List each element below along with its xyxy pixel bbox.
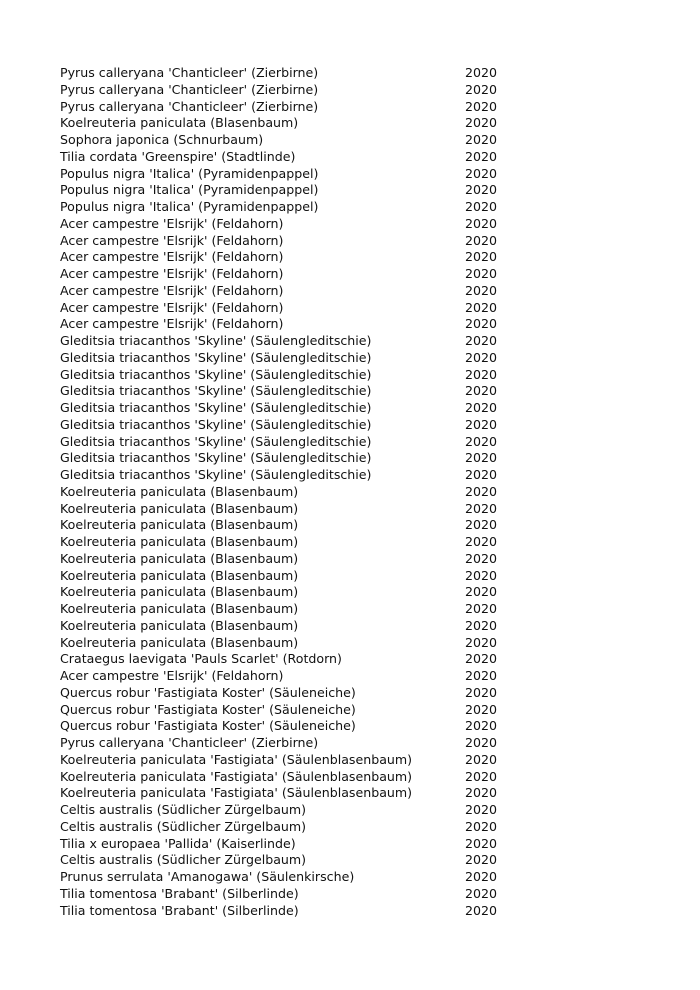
- list-row: [60, 467, 500, 484]
- planting-year: 2020: [465, 98, 498, 114]
- list-row: [60, 819, 500, 836]
- list-row: [60, 316, 500, 333]
- planting-year: 2020: [465, 316, 498, 332]
- planting-year: 2020: [465, 718, 498, 734]
- tree-species-name: Gleditsia triacanthos 'Skyline' (Säulengleditschie): [60, 433, 372, 449]
- tree-species-name: Acer campestre 'Elsrijk' (Feldahorn): [60, 266, 284, 281]
- planting-year: 2020: [465, 115, 498, 131]
- list-row: [60, 383, 500, 400]
- tree-species-name: Koelreuteria paniculata (Blasenbaum): [60, 584, 299, 600]
- list-row: [60, 752, 500, 769]
- list-row: [60, 333, 500, 350]
- tree-species-name: Koelreuteria paniculata (Blasenbaum): [60, 601, 299, 616]
- tree-species-name: Crataegus laevigata 'Pauls Scarlet' (Rotdorn): [60, 651, 342, 667]
- list-row: [60, 166, 500, 183]
- list-row: [60, 802, 500, 819]
- tree-species-name: Acer campestre 'Elsrijk' (Feldahorn): [60, 232, 284, 248]
- planting-year: 2020: [465, 148, 498, 164]
- tree-species-name: Populus nigra 'Italica' (Pyramidenpappel): [60, 199, 319, 214]
- list-row: [60, 836, 500, 853]
- tree-species-name: Sophora japonica (Schnurbaum): [60, 132, 264, 147]
- planting-year: 2020: [465, 852, 498, 868]
- planting-year: 2020: [465, 249, 498, 265]
- list-row: [60, 702, 500, 719]
- planting-year: 2020: [465, 400, 498, 415]
- tree-species-name: Tilia tomentosa 'Brabant' (Silberlinde): [60, 885, 299, 901]
- planting-year: 2020: [465, 299, 498, 315]
- planting-year: 2020: [465, 182, 498, 198]
- tree-species-name: Tilia tomentosa 'Brabant' (Silberlinde): [60, 902, 299, 918]
- tree-species-name: Gleditsia triacanthos 'Skyline' (Säulengleditschie): [60, 467, 372, 482]
- list-row: [60, 450, 500, 467]
- tree-species-name: Tilia x europaea 'Pallida' (Kaiserlinde): [60, 835, 296, 851]
- planting-year: 2020: [465, 617, 498, 633]
- list-row: [60, 501, 500, 518]
- list-row: [60, 65, 500, 82]
- list-row: [60, 249, 500, 266]
- planting-year: 2020: [465, 885, 498, 901]
- tree-species-name: Koelreuteria paniculata (Blasenbaum): [60, 534, 299, 549]
- tree-species-name: Gleditsia triacanthos 'Skyline' (Säulengleditschie): [60, 450, 372, 466]
- tree-species-name: Koelreuteria paniculata 'Fastigiata' (Säulenblasenbaum): [60, 785, 413, 801]
- tree-species-name: Pyrus calleryana 'Chanticleer' (Zierbirne): [60, 735, 319, 750]
- tree-species-name: Celtis australis (Südlicher Zürgelbaum): [60, 802, 307, 817]
- planting-year: 2020: [465, 450, 498, 466]
- planting-year: 2020: [465, 165, 498, 181]
- list-row: [60, 400, 500, 417]
- planting-year: 2020: [465, 517, 498, 533]
- list-row: [60, 99, 500, 116]
- list-row: [60, 685, 500, 702]
- planting-year: 2020: [465, 818, 498, 834]
- planting-year: 2020: [465, 567, 498, 583]
- tree-species-name: Quercus robur 'Fastigiata Koster' (Säuleneiche): [60, 684, 356, 700]
- tree-species-name: Koelreuteria paniculata (Blasenbaum): [60, 617, 299, 633]
- tree-species-name: Koelreuteria paniculata (Blasenbaum): [60, 500, 299, 516]
- planting-year: 2020: [465, 869, 498, 884]
- tree-species-name: Acer campestre 'Elsrijk' (Feldahorn): [60, 282, 284, 298]
- tree-species-name: Acer campestre 'Elsrijk' (Feldahorn): [60, 215, 284, 231]
- list-row: [60, 132, 500, 149]
- tree-species-name: Koelreuteria paniculata (Blasenbaum): [60, 517, 299, 533]
- list-row: [60, 182, 500, 199]
- list-row: [60, 216, 500, 233]
- list-row: [60, 903, 500, 920]
- tree-species-name: Celtis australis (Südlicher Zürgelbaum): [60, 818, 307, 834]
- list-row: [60, 300, 500, 317]
- planting-year: 2020: [465, 416, 498, 432]
- list-row: [60, 869, 500, 886]
- list-row: [60, 651, 500, 668]
- tree-species-name: Quercus robur 'Fastigiata Koster' (Säuleneiche): [60, 718, 356, 734]
- tree-species-name: Acer campestre 'Elsrijk' (Feldahorn): [60, 249, 284, 265]
- tree-species-name: Pyrus calleryana 'Chanticleer' (Zierbirne): [60, 98, 319, 114]
- planting-year: 2020: [465, 668, 498, 683]
- tree-species-name: Koelreuteria paniculata (Blasenbaum): [60, 483, 299, 499]
- planting-year: 2020: [465, 483, 498, 499]
- list-row: [60, 735, 500, 752]
- planting-year: 2020: [465, 282, 498, 298]
- planting-year: 2020: [465, 215, 498, 231]
- list-row: [60, 718, 500, 735]
- tree-species-name: Gleditsia triacanthos 'Skyline' (Säulengleditschie): [60, 400, 372, 415]
- list-row: [60, 367, 500, 384]
- list-row: [60, 350, 500, 367]
- tree-species-name: Koelreuteria paniculata (Blasenbaum): [60, 634, 299, 650]
- planting-year: 2020: [465, 835, 498, 851]
- tree-species-name: Gleditsia triacanthos 'Skyline' (Säulengleditschie): [60, 333, 372, 348]
- planting-year: 2020: [465, 684, 498, 700]
- tree-species-name: Koelreuteria paniculata 'Fastigiata' (Säulenblasenbaum): [60, 751, 413, 767]
- tree-species-name: Gleditsia triacanthos 'Skyline' (Säulengleditschie): [60, 349, 372, 365]
- tree-list: [60, 65, 500, 919]
- planting-year: 2020: [465, 584, 498, 600]
- list-row: [60, 635, 500, 652]
- tree-species-name: Populus nigra 'Italica' (Pyramidenpappel): [60, 182, 319, 198]
- list-row: [60, 618, 500, 635]
- planting-year: 2020: [465, 768, 498, 784]
- tree-species-name: Quercus robur 'Fastigiata Koster' (Säuleneiche): [60, 701, 356, 717]
- planting-year: 2020: [465, 433, 498, 449]
- list-row: [60, 434, 500, 451]
- tree-species-name: Acer campestre 'Elsrijk' (Feldahorn): [60, 316, 284, 332]
- planting-year: 2020: [465, 266, 498, 281]
- tree-species-name: Gleditsia triacanthos 'Skyline' (Säulengleditschie): [60, 383, 372, 399]
- tree-species-name: Pyrus calleryana 'Chanticleer' (Zierbirne): [60, 81, 319, 97]
- list-row: [60, 534, 500, 551]
- list-row: [60, 568, 500, 585]
- planting-year: 2020: [465, 651, 498, 667]
- tree-species-name: Koelreuteria paniculata (Blasenbaum): [60, 115, 299, 131]
- list-row: [60, 769, 500, 786]
- tree-species-name: Tilia cordata 'Greenspire' (Stadtlinde): [60, 148, 296, 164]
- list-row: [60, 668, 500, 685]
- planting-year: 2020: [465, 902, 498, 918]
- tree-species-name: Celtis australis (Südlicher Zürgelbaum): [60, 852, 307, 868]
- planting-year: 2020: [465, 81, 498, 97]
- planting-year: 2020: [465, 199, 498, 214]
- list-row: [60, 852, 500, 869]
- list-row: [60, 517, 500, 534]
- planting-year: 2020: [465, 467, 498, 482]
- planting-year: 2020: [465, 232, 498, 248]
- planting-year: 2020: [465, 634, 498, 650]
- planting-year: 2020: [465, 383, 498, 399]
- list-row: [60, 199, 500, 216]
- tree-species-name: Gleditsia triacanthos 'Skyline' (Säulengleditschie): [60, 416, 372, 432]
- tree-species-name: Acer campestre 'Elsrijk' (Feldahorn): [60, 668, 284, 683]
- planting-year: 2020: [465, 366, 498, 382]
- tree-species-name: Koelreuteria paniculata (Blasenbaum): [60, 567, 299, 583]
- planting-year: 2020: [465, 500, 498, 516]
- tree-species-name: Koelreuteria paniculata 'Fastigiata' (Säulenblasenbaum): [60, 768, 413, 784]
- planting-year: 2020: [465, 802, 498, 817]
- list-row: [60, 785, 500, 802]
- planting-year: 2020: [465, 132, 498, 147]
- planting-year: 2020: [465, 550, 498, 566]
- planting-year: 2020: [465, 751, 498, 767]
- list-row: [60, 601, 500, 618]
- tree-species-name: Gleditsia triacanthos 'Skyline' (Säulengleditschie): [60, 366, 372, 382]
- planting-year: 2020: [465, 735, 498, 750]
- list-row: [60, 584, 500, 601]
- tree-species-name: Koelreuteria paniculata (Blasenbaum): [60, 550, 299, 566]
- planting-year: 2020: [465, 65, 498, 80]
- list-row: [60, 82, 500, 99]
- list-row: [60, 886, 500, 903]
- tree-species-name: Prunus serrulata 'Amanogawa' (Säulenkirsche): [60, 869, 355, 884]
- planting-year: 2020: [465, 534, 498, 549]
- tree-species-name: Acer campestre 'Elsrijk' (Feldahorn): [60, 299, 284, 315]
- planting-year: 2020: [465, 601, 498, 616]
- planting-year: 2020: [465, 785, 498, 801]
- list-row: [60, 484, 500, 501]
- list-row: [60, 115, 500, 132]
- list-row: [60, 551, 500, 568]
- planting-year: 2020: [465, 333, 498, 348]
- tree-species-name: Pyrus calleryana 'Chanticleer' (Zierbirne): [60, 65, 319, 80]
- planting-year: 2020: [465, 701, 498, 717]
- list-row: [60, 149, 500, 166]
- list-row: [60, 283, 500, 300]
- list-row: [60, 266, 500, 283]
- list-row: [60, 233, 500, 250]
- tree-species-name: Populus nigra 'Italica' (Pyramidenpappel): [60, 165, 319, 181]
- list-row: [60, 417, 500, 434]
- planting-year: 2020: [465, 349, 498, 365]
